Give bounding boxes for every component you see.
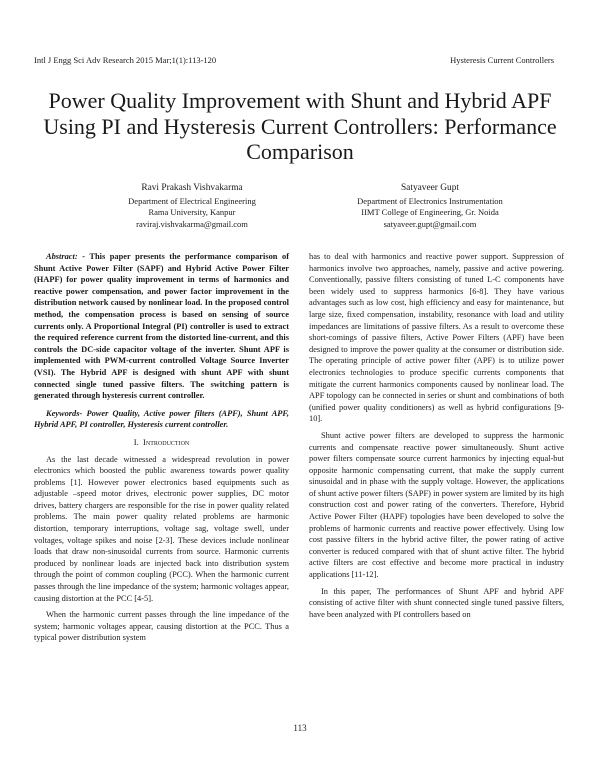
author-department: Department of Electrical Engineering: [128, 195, 256, 206]
paragraph: In this paper, The performances of Shunt APF and hybrid APF consisting of active filter with shunt connected single tuned passive filters, have been analyzed with PI controllers based on: [309, 586, 564, 619]
author-email: raviraj.vishvakarma@gmail.com: [136, 218, 248, 229]
author-institution: Rama University, Kanpur: [148, 207, 236, 218]
author-name: Ravi Prakash Vishvakarma: [141, 183, 243, 193]
paragraph: has to deal with harmonics and reactive power support. Suppression of harmonics involve two approaches, namely, passive and active powering. Conventionally, passive filters consisting of tuned L-C components have been widely used to suppress harmonics [6-8]. They have various advantages such as low cost, high efficiency and easy for maintenance, but large size, fixed compensation, instability, resonance with load and utility impedances are limitations of passive filters. As a result to overcome these short-comings of passive filters, Active Power Filters (APF) have been designed to improve the power quality at the consumer or distribution side. The operating principle of active power filter (APF) is to utilize power electronics technologies to produce specific currents components that mitigate the current harmonics components caused by nonlinear load. The APF topology can be connected in series or shunt and combinations of both (unified power quality conditioners) as well as hybrid configurations [9-10].: [309, 252, 564, 424]
paragraph: Shunt active power filters are developed to suppress the harmonic currents and compensate reactive power simultaneously. Shunt active power filters compensate source current harmonics by injecting equal-but opposite harmonic compensating current, that make the supply current sinusoidal and in phase with the supply voltage. However, the applications of shunt active power filters (SAPF) in power system are limited by its high construction cost and power rating of the converters. Therefore, Hybrid Active Power Filter (HAPF) topologies have been developed to solve the problems of harmonic currents and reactive power effectively. Using low cost passive filters in the hybrid active filter, the power rating of active converter is reduced compared with that of shunt active filter. The hybrid active filters are cost effective and become more practical in industry applications [11-12].: [309, 430, 564, 580]
running-title: Hysteresis Current Controllers: [450, 55, 554, 65]
author-department: Department of Electronics Instrumentation: [357, 195, 503, 206]
section-number: I.: [133, 436, 139, 447]
section-heading: [34, 437, 289, 449]
keywords-text: Power Quality, Active power filters (APF), Shunt APF, Hybrid APF, PI controller, Hysteresis current controller.: [34, 408, 289, 430]
paper-title: Power Quality Improvement with Shunt and Hybrid APF Using PI and Hysteresis Current Controllers: Performance Comparison: [43, 88, 557, 164]
author-name: Satyaveer Gupt: [400, 183, 460, 193]
paragraph: When the harmonic current passes through the line impedance of the system; harmonic voltages appear, causing distortion at the PCC. Thus a typical power distribution system: [34, 610, 289, 643]
paragraph: As the last decade witnessed a widespread revolution in power electronics which boosted the public awareness towards power quality problems [1]. However power electronics based equipments such as adjustable –speed motor drives, electronic power supplies, DC motor drives, battery chargers are responsible for the rise in power quality related problems. The main power quality related problems are harmonic distortion, temporary interruptions, voltage sag, voltage swell, under voltages, voltage spikes and noise [2-3]. These devices include nonlinear loads that draw non-sinusoidal currents from source. Harmonic currents produced by nonlinear loads are injected back into distribution system through the point of common coupling (PCC). When the harmonic current passes through the line impedance of the system; harmonic voltages appear, causing distortion at the PCC [4-5].: [34, 454, 289, 603]
keywords: [34, 408, 289, 431]
author-block-1: [82, 183, 302, 230]
journal-citation: Intl J Engg Sci Adv Research 2015 Mar;1(1):113-120: [34, 55, 217, 65]
left-column: [34, 251, 289, 644]
section-title: Introduction: [143, 436, 190, 447]
right-column: [309, 251, 564, 620]
abstract: [34, 251, 289, 402]
page-number: 113: [293, 723, 307, 733]
author-institution: IIMT College of Engineering, Gr. Noida: [361, 207, 499, 218]
author-block-2: [320, 183, 540, 230]
author-email: satyaveer.gupt@gmail.com: [383, 218, 477, 229]
keywords-label: Keywords-: [46, 408, 83, 418]
abstract-text: This paper presents the performance comparison of Shunt Active Power Filter (SAPF) and Hybrid Active Power Filter (HAPF) for power quality improvement in terms of harmonics and reactive power compensation, and power factor improvement in the distribution network caused by nonlinear load. In the proposed control method, the compensation process is based on sensing of source currents only. A Proportional Integral (PI) controller is used to extract the required reference current from the distorted line-current, and this controls the DC-side capacitor voltage of the inverter. Shunt APF is implemented with PWM-current controlled Voltage Source Inverter (VSI). The Hybrid APF is designed with shunt APF with shunt connected single tuned passive filters. The switching pattern is generated through hysteresis current controller.: [34, 252, 289, 401]
abstract-label: Abstract: -: [46, 252, 85, 261]
